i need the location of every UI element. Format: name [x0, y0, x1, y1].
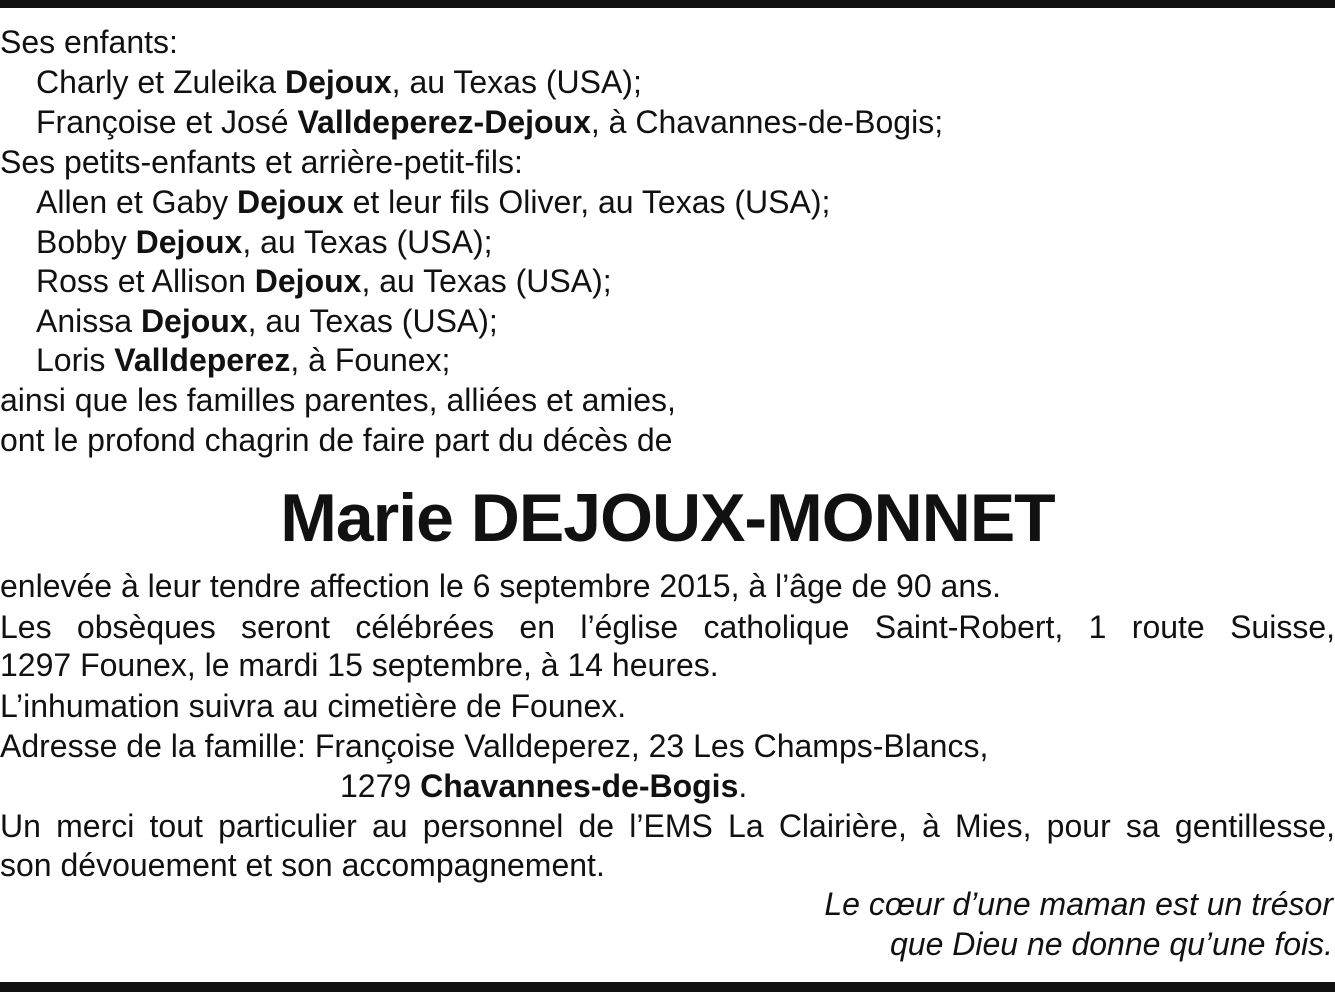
grandchild-entry-post: , au Texas (USA);: [242, 224, 493, 260]
grandchild-entry-pre: Loris: [36, 342, 115, 378]
grandchild-entry: [36, 301, 498, 341]
grandchild-entry: [36, 261, 612, 301]
closing-quote-line: Le cœur d’une maman est un trésor: [824, 886, 1333, 922]
child-entry: [36, 102, 943, 142]
intro-line: ont le profond chagrin de faire part du décès de: [0, 422, 673, 458]
children-heading: Ses enfants:: [0, 24, 178, 60]
grandchild-entry-post: et leur fils Oliver, au Texas (USA);: [343, 184, 831, 220]
address-postcode: 1279: [340, 768, 421, 804]
grandchild-entry-surname: Valldeperez: [114, 342, 291, 378]
child-entry-pre: Françoise et José: [36, 104, 298, 140]
bottom-rule: [0, 982, 1335, 992]
grandchild-entry-post: , à Founex;: [290, 342, 451, 378]
grandchild-entry: [36, 340, 450, 380]
address-town: Chavannes-de-Bogis: [420, 768, 739, 804]
child-entry: [36, 62, 642, 102]
grandchild-entry-surname: Dejoux: [254, 263, 362, 299]
address-punctuation: .: [738, 768, 748, 804]
grandchild-entry-pre: Allen et Gaby: [36, 184, 237, 220]
closing-quote-line: que Dieu ne donne qu’une fois.: [889, 926, 1333, 962]
funeral-line: 1297 Founex, le mardi 15 septembre, à 14 heures.: [0, 647, 719, 683]
grandchild-entry-post: , au Texas (USA);: [247, 303, 498, 339]
grandchild-entry: [36, 182, 830, 222]
child-entry-surname: Dejoux: [284, 64, 392, 100]
child-entry-pre: Charly et Zuleika: [36, 64, 285, 100]
deceased-name: Marie DEJOUX-MONNET: [280, 480, 1055, 556]
passing-line: enlevée à leur tendre affection le 6 septembre 2015, à l’âge de 90 ans.: [0, 568, 1001, 604]
grandchild-entry-pre: Ross et Allison: [36, 263, 255, 299]
family-address-line: [340, 766, 747, 806]
child-entry-surname: Valldeperez-Dejoux: [297, 104, 591, 140]
grandchild-entry-surname: Dejoux: [135, 224, 243, 260]
grandchild-entry: [36, 222, 492, 262]
grandchild-entry-pre: Anissa: [36, 303, 141, 339]
thanks-line: son dévouement et son accompagnement.: [0, 847, 605, 883]
top-rule: [0, 0, 1335, 8]
thanks-line: Un merci tout particulier au personnel de l’EMS La Clairière, à Mies, pour sa gentillesse,: [0, 808, 1335, 844]
grandchild-entry-surname: Dejoux: [237, 184, 344, 220]
child-entry-post: , au Texas (USA);: [391, 64, 642, 100]
intro-line: ainsi que les familles parentes, alliées et amies,: [0, 382, 676, 418]
grandchildren-heading: Ses petits-enfants et arrière-petit-fils:: [0, 144, 523, 180]
family-address-line: Adresse de la famille: Françoise Valldeperez, 23 Les Champs-Blancs,: [0, 728, 989, 764]
child-entry-post: , à Chavannes-de-Bogis;: [590, 104, 944, 140]
funeral-line: Les obsèques seront célébrées en l’église catholique Saint-Robert, 1 route Suisse,: [0, 609, 1335, 645]
grandchild-entry-surname: Dejoux: [140, 303, 248, 339]
grandchild-entry-post: , au Texas (USA);: [361, 263, 612, 299]
burial-line: L’inhumation suivra au cimetière de Founex.: [0, 688, 627, 724]
grandchild-entry-pre: Bobby: [36, 224, 136, 260]
